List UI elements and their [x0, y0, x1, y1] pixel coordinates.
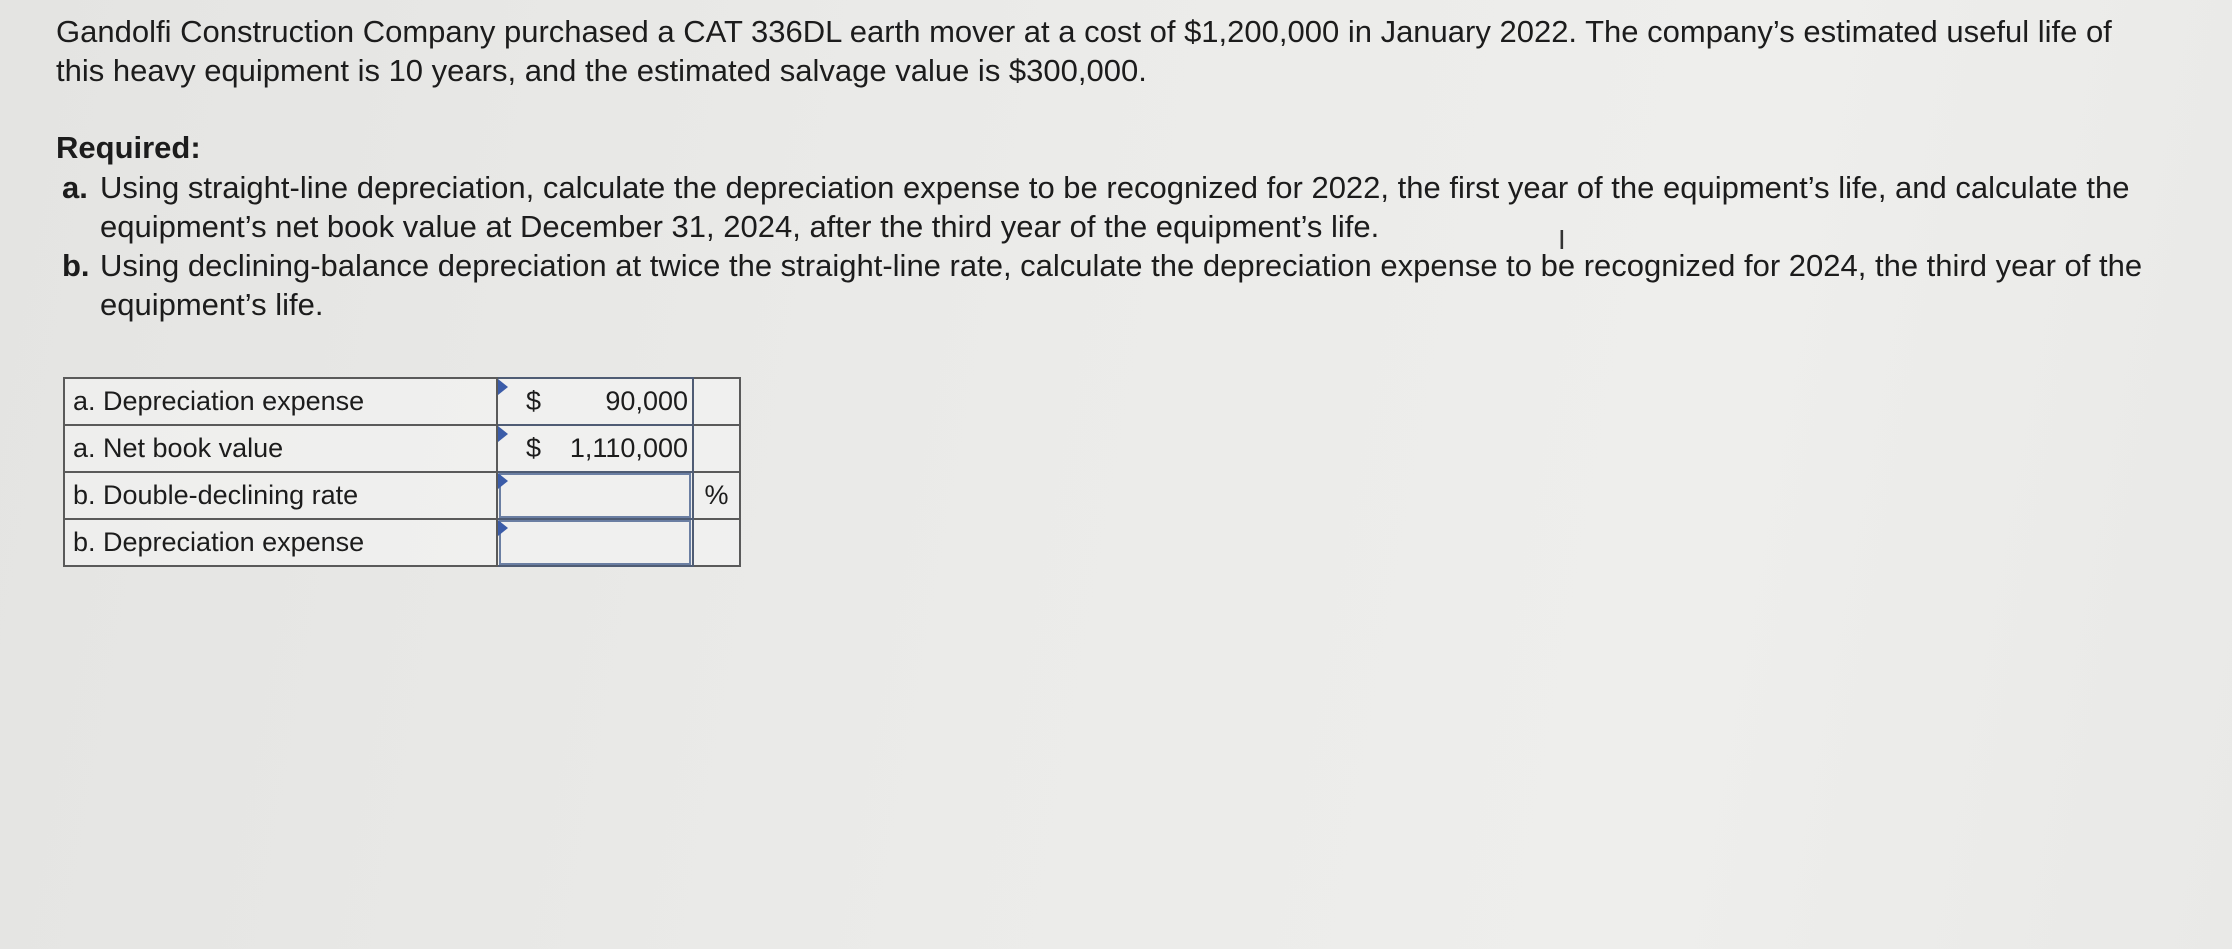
table-row	[64, 519, 740, 566]
percent-unit: %	[693, 472, 740, 519]
flag-icon	[498, 426, 508, 442]
depreciation-expense-a-input[interactable]	[497, 378, 693, 425]
requirement-a-letter: a.	[62, 170, 88, 205]
table-row	[64, 472, 740, 519]
requirements-list	[62, 168, 2162, 324]
currency-symbol: $	[526, 386, 542, 416]
row-label: b. Depreciation expense	[64, 519, 497, 566]
row-label: b. Double-declining rate	[64, 472, 497, 519]
unit-cell	[693, 378, 740, 425]
input-value: 1,110,000	[569, 433, 688, 463]
flag-icon	[498, 379, 508, 395]
flag-icon	[498, 473, 508, 489]
table-row	[64, 425, 740, 472]
requirement-b-text: Using declining-balance depreciation at twice the straight-line rate, calculate the depreciation expense to be recognized for 2024, the third year of the equipment’s life.	[100, 248, 2143, 322]
row-label: a. Net book value	[64, 425, 497, 472]
required-heading: Required:	[56, 130, 201, 165]
text-cursor-icon: I	[1558, 226, 1566, 256]
answer-table	[63, 377, 741, 567]
requirement-a-text: Using straight-line depreciation, calculate the depreciation expense to be recognized for 2022, the first year of the equipment’s life, and calculate the equipment’s net book value at December 31, 2024, after the third year of the equipment’s life.	[100, 170, 2130, 244]
table-row	[64, 378, 740, 425]
problem-intro: Gandolfi Construction Company purchased a CAT 336DL earth mover at a cost of $1,200,000 in January 2022. The company’s estimated useful life of this heavy equipment is 10 years, and the estimated salvage value is $300,000.	[56, 14, 2112, 88]
input-value: 90,000	[605, 386, 688, 416]
requirement-b-letter: b.	[62, 248, 90, 283]
depreciation-expense-b-input[interactable]	[497, 519, 693, 566]
unit-cell	[693, 519, 740, 566]
net-book-value-input[interactable]	[497, 425, 693, 472]
requirement-a	[62, 168, 2162, 246]
row-label: a. Depreciation expense	[64, 378, 497, 425]
unit-cell	[693, 425, 740, 472]
requirement-b	[62, 246, 2162, 324]
double-declining-rate-input[interactable]	[497, 472, 693, 519]
flag-icon	[498, 520, 508, 536]
currency-symbol: $	[526, 433, 542, 463]
